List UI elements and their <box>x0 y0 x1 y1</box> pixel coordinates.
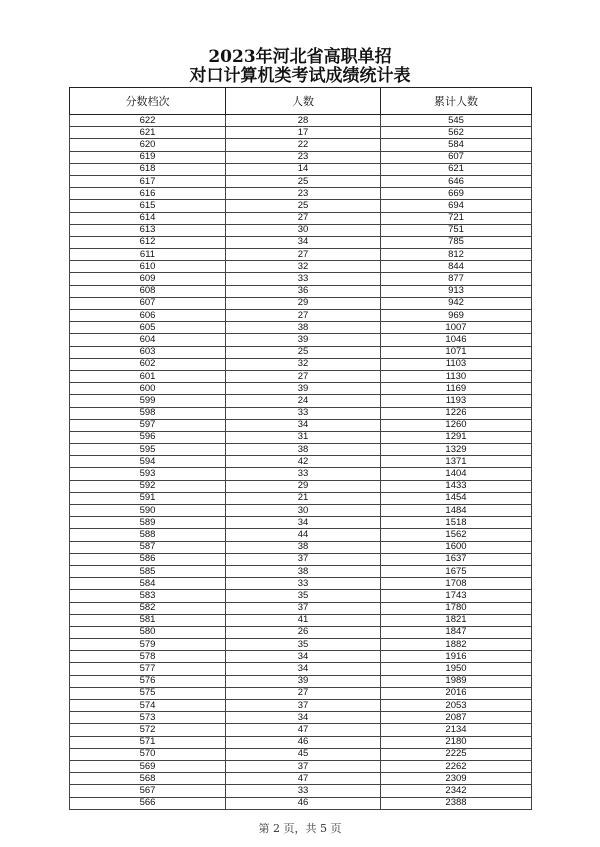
cell-score-level: 575 <box>70 687 226 699</box>
cell-count: 39 <box>226 675 381 687</box>
table-row <box>70 395 532 407</box>
table-row <box>70 407 532 419</box>
table-row <box>70 236 532 248</box>
cell-score-level: 582 <box>70 602 226 614</box>
cell-cumulative-count: 721 <box>381 212 532 224</box>
header-score-level: 分数档次 <box>70 88 226 115</box>
cell-count: 35 <box>226 590 381 602</box>
cell-count: 34 <box>226 236 381 248</box>
cell-score-level: 602 <box>70 358 226 370</box>
score-statistics-table <box>69 87 532 810</box>
cell-score-level: 619 <box>70 151 226 163</box>
table-row <box>70 517 532 529</box>
cell-cumulative-count: 1675 <box>381 565 532 577</box>
cell-cumulative-count: 2134 <box>381 724 532 736</box>
cell-cumulative-count: 669 <box>381 188 532 200</box>
table-row <box>70 736 532 748</box>
cell-count: 30 <box>226 505 381 517</box>
cell-cumulative-count: 1130 <box>381 370 532 382</box>
table-row <box>70 334 532 346</box>
cell-score-level: 597 <box>70 419 226 431</box>
cell-cumulative-count: 1103 <box>381 358 532 370</box>
cell-count: 32 <box>226 261 381 273</box>
cell-score-level: 611 <box>70 249 226 261</box>
cell-count: 35 <box>226 639 381 651</box>
cell-count: 38 <box>226 565 381 577</box>
document-title-line1: 2023年河北省高职单招 <box>208 47 392 67</box>
cell-count: 33 <box>226 578 381 590</box>
cell-cumulative-count: 1007 <box>381 322 532 334</box>
cell-cumulative-count: 1433 <box>381 480 532 492</box>
cell-cumulative-count: 1071 <box>381 346 532 358</box>
cell-score-level: 584 <box>70 578 226 590</box>
cell-score-level: 581 <box>70 614 226 626</box>
cell-score-level: 591 <box>70 492 226 504</box>
cell-count: 45 <box>226 748 381 760</box>
cell-score-level: 572 <box>70 724 226 736</box>
cell-cumulative-count: 1046 <box>381 334 532 346</box>
table-row <box>70 285 532 297</box>
cell-cumulative-count: 1916 <box>381 651 532 663</box>
cell-cumulative-count: 2388 <box>381 797 532 809</box>
cell-cumulative-count: 1404 <box>381 468 532 480</box>
cell-cumulative-count: 1562 <box>381 529 532 541</box>
cell-score-level: 590 <box>70 505 226 517</box>
cell-cumulative-count: 2053 <box>381 700 532 712</box>
cell-score-level: 573 <box>70 712 226 724</box>
cell-score-level: 579 <box>70 639 226 651</box>
table-row <box>70 675 532 687</box>
cell-count: 33 <box>226 273 381 285</box>
table-row <box>70 419 532 431</box>
cell-count: 24 <box>226 395 381 407</box>
header-cumulative-count: 累计人数 <box>381 88 532 115</box>
cell-score-level: 585 <box>70 565 226 577</box>
cell-count: 38 <box>226 322 381 334</box>
cell-score-level: 608 <box>70 285 226 297</box>
cell-score-level: 586 <box>70 553 226 565</box>
cell-cumulative-count: 621 <box>381 163 532 175</box>
table-row <box>70 431 532 443</box>
cell-cumulative-count: 1484 <box>381 505 532 517</box>
cell-cumulative-count: 844 <box>381 261 532 273</box>
cell-count: 32 <box>226 358 381 370</box>
cell-count: 25 <box>226 175 381 187</box>
table-row <box>70 346 532 358</box>
table-row <box>70 797 532 809</box>
cell-cumulative-count: 2309 <box>381 773 532 785</box>
table-row <box>70 200 532 212</box>
cell-count: 46 <box>226 736 381 748</box>
table-row <box>70 468 532 480</box>
cell-cumulative-count: 694 <box>381 200 532 212</box>
cell-cumulative-count: 1600 <box>381 541 532 553</box>
cell-score-level: 571 <box>70 736 226 748</box>
table-row <box>70 444 532 456</box>
cell-score-level: 568 <box>70 773 226 785</box>
table-row <box>70 456 532 468</box>
cell-count: 37 <box>226 760 381 772</box>
cell-score-level: 566 <box>70 797 226 809</box>
table-row <box>70 175 532 187</box>
cell-cumulative-count: 1821 <box>381 614 532 626</box>
table-row <box>70 383 532 395</box>
header-count: 人数 <box>226 88 381 115</box>
cell-cumulative-count: 1193 <box>381 395 532 407</box>
cell-score-level: 588 <box>70 529 226 541</box>
cell-score-level: 599 <box>70 395 226 407</box>
cell-cumulative-count: 1454 <box>381 492 532 504</box>
cell-score-level: 606 <box>70 310 226 322</box>
cell-cumulative-count: 2180 <box>381 736 532 748</box>
cell-score-level: 593 <box>70 468 226 480</box>
cell-score-level: 587 <box>70 541 226 553</box>
cell-cumulative-count: 1169 <box>381 383 532 395</box>
cell-score-level: 615 <box>70 200 226 212</box>
table-row <box>70 687 532 699</box>
cell-count: 27 <box>226 687 381 699</box>
table-row <box>70 626 532 638</box>
cell-score-level: 589 <box>70 517 226 529</box>
table-row <box>70 724 532 736</box>
table-row <box>70 565 532 577</box>
cell-count: 29 <box>226 297 381 309</box>
table-body <box>70 115 532 810</box>
table-row <box>70 614 532 626</box>
table-row <box>70 273 532 285</box>
cell-cumulative-count: 1743 <box>381 590 532 602</box>
cell-score-level: 621 <box>70 127 226 139</box>
cell-count: 38 <box>226 541 381 553</box>
cell-count: 34 <box>226 663 381 675</box>
cell-count: 39 <box>226 383 381 395</box>
table-row <box>70 651 532 663</box>
cell-score-level: 595 <box>70 444 226 456</box>
cell-count: 27 <box>226 310 381 322</box>
table-row <box>70 480 532 492</box>
cell-cumulative-count: 584 <box>381 139 532 151</box>
cell-count: 42 <box>226 456 381 468</box>
table-row <box>70 663 532 675</box>
cell-cumulative-count: 751 <box>381 224 532 236</box>
table-row <box>70 505 532 517</box>
cell-count: 27 <box>226 249 381 261</box>
cell-count: 33 <box>226 785 381 797</box>
cell-cumulative-count: 1882 <box>381 639 532 651</box>
cell-score-level: 622 <box>70 115 226 127</box>
page-footer: 第 2 页，共 5 页 <box>258 822 342 835</box>
table-row <box>70 748 532 760</box>
cell-cumulative-count: 545 <box>381 115 532 127</box>
cell-count: 29 <box>226 480 381 492</box>
cell-count: 41 <box>226 614 381 626</box>
cell-cumulative-count: 1847 <box>381 626 532 638</box>
cell-score-level: 583 <box>70 590 226 602</box>
table-row <box>70 115 532 127</box>
cell-cumulative-count: 2342 <box>381 785 532 797</box>
cell-score-level: 598 <box>70 407 226 419</box>
cell-score-level: 576 <box>70 675 226 687</box>
cell-count: 23 <box>226 188 381 200</box>
cell-score-level: 592 <box>70 480 226 492</box>
cell-cumulative-count: 2087 <box>381 712 532 724</box>
cell-count: 38 <box>226 444 381 456</box>
table-row <box>70 602 532 614</box>
cell-count: 47 <box>226 773 381 785</box>
table-row <box>70 224 532 236</box>
cell-count: 30 <box>226 224 381 236</box>
cell-count: 25 <box>226 346 381 358</box>
cell-score-level: 616 <box>70 188 226 200</box>
table-row <box>70 297 532 309</box>
cell-score-level: 567 <box>70 785 226 797</box>
cell-cumulative-count: 785 <box>381 236 532 248</box>
cell-score-level: 604 <box>70 334 226 346</box>
cell-score-level: 570 <box>70 748 226 760</box>
cell-count: 34 <box>226 651 381 663</box>
cell-count: 33 <box>226 407 381 419</box>
cell-count: 22 <box>226 139 381 151</box>
cell-count: 47 <box>226 724 381 736</box>
table-row <box>70 529 532 541</box>
cell-cumulative-count: 1329 <box>381 444 532 456</box>
table-row <box>70 322 532 334</box>
cell-count: 23 <box>226 151 381 163</box>
cell-count: 44 <box>226 529 381 541</box>
cell-count: 26 <box>226 626 381 638</box>
cell-score-level: 617 <box>70 175 226 187</box>
cell-score-level: 610 <box>70 261 226 273</box>
table-row <box>70 712 532 724</box>
cell-cumulative-count: 942 <box>381 297 532 309</box>
table-row <box>70 578 532 590</box>
cell-count: 33 <box>226 468 381 480</box>
cell-count: 27 <box>226 370 381 382</box>
cell-cumulative-count: 1950 <box>381 663 532 675</box>
cell-count: 36 <box>226 285 381 297</box>
cell-cumulative-count: 2016 <box>381 687 532 699</box>
table-row <box>70 700 532 712</box>
cell-cumulative-count: 969 <box>381 310 532 322</box>
cell-score-level: 580 <box>70 626 226 638</box>
cell-count: 17 <box>226 127 381 139</box>
cell-count: 27 <box>226 212 381 224</box>
cell-cumulative-count: 1226 <box>381 407 532 419</box>
cell-score-level: 605 <box>70 322 226 334</box>
cell-score-level: 578 <box>70 651 226 663</box>
cell-score-level: 620 <box>70 139 226 151</box>
cell-cumulative-count: 1989 <box>381 675 532 687</box>
table-header-row <box>70 88 532 115</box>
table-row <box>70 212 532 224</box>
cell-score-level: 594 <box>70 456 226 468</box>
cell-score-level: 614 <box>70 212 226 224</box>
table-row <box>70 163 532 175</box>
cell-score-level: 569 <box>70 760 226 772</box>
cell-score-level: 577 <box>70 663 226 675</box>
table-row <box>70 261 532 273</box>
cell-cumulative-count: 2262 <box>381 760 532 772</box>
cell-cumulative-count: 1260 <box>381 419 532 431</box>
cell-score-level: 618 <box>70 163 226 175</box>
cell-score-level: 603 <box>70 346 226 358</box>
table-row <box>70 370 532 382</box>
cell-cumulative-count: 1291 <box>381 431 532 443</box>
table-row <box>70 760 532 772</box>
cell-cumulative-count: 812 <box>381 249 532 261</box>
table-row <box>70 127 532 139</box>
cell-count: 37 <box>226 700 381 712</box>
cell-count: 39 <box>226 334 381 346</box>
table-row <box>70 492 532 504</box>
cell-cumulative-count: 646 <box>381 175 532 187</box>
table-row <box>70 310 532 322</box>
cell-score-level: 609 <box>70 273 226 285</box>
cell-score-level: 601 <box>70 370 226 382</box>
cell-cumulative-count: 1708 <box>381 578 532 590</box>
table-row <box>70 139 532 151</box>
document-title-line2: 对口计算机类考试成绩统计表 <box>189 66 411 86</box>
table-row <box>70 188 532 200</box>
table-row <box>70 785 532 797</box>
table-row <box>70 773 532 785</box>
cell-count: 34 <box>226 419 381 431</box>
cell-count: 25 <box>226 200 381 212</box>
table-row <box>70 358 532 370</box>
cell-count: 37 <box>226 602 381 614</box>
cell-cumulative-count: 562 <box>381 127 532 139</box>
cell-count: 34 <box>226 712 381 724</box>
cell-count: 28 <box>226 115 381 127</box>
cell-cumulative-count: 1780 <box>381 602 532 614</box>
cell-score-level: 607 <box>70 297 226 309</box>
table-row <box>70 541 532 553</box>
cell-score-level: 574 <box>70 700 226 712</box>
cell-count: 37 <box>226 553 381 565</box>
cell-score-level: 596 <box>70 431 226 443</box>
cell-cumulative-count: 1371 <box>381 456 532 468</box>
cell-cumulative-count: 607 <box>381 151 532 163</box>
cell-cumulative-count: 1637 <box>381 553 532 565</box>
cell-score-level: 612 <box>70 236 226 248</box>
cell-cumulative-count: 2225 <box>381 748 532 760</box>
table-row <box>70 151 532 163</box>
cell-cumulative-count: 1518 <box>381 517 532 529</box>
cell-count: 31 <box>226 431 381 443</box>
cell-cumulative-count: 913 <box>381 285 532 297</box>
cell-count: 14 <box>226 163 381 175</box>
table-row <box>70 553 532 565</box>
cell-count: 34 <box>226 517 381 529</box>
table-row <box>70 249 532 261</box>
cell-count: 46 <box>226 797 381 809</box>
table-row <box>70 639 532 651</box>
cell-score-level: 613 <box>70 224 226 236</box>
cell-cumulative-count: 877 <box>381 273 532 285</box>
cell-count: 21 <box>226 492 381 504</box>
table-row <box>70 590 532 602</box>
cell-score-level: 600 <box>70 383 226 395</box>
